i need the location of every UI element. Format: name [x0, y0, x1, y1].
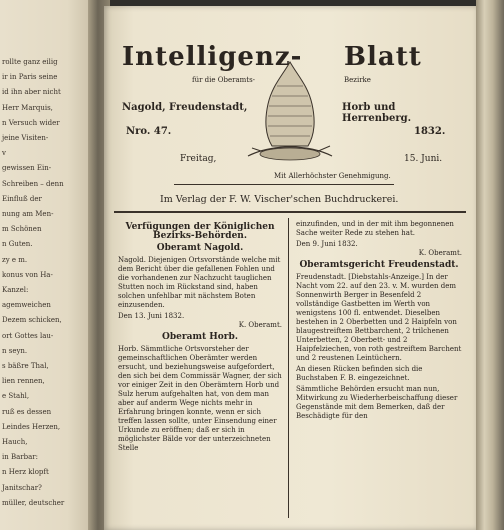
left-page-line: n seyn.: [2, 346, 28, 355]
left-page-line: nung am Men-: [2, 210, 54, 218]
left-page-line: ir in Paris seine: [2, 73, 58, 82]
left-page-line: n Versuch wider: [2, 118, 60, 127]
rule-bottom: [114, 211, 466, 213]
notice-continued: einzufinden, und in der mit ihm begonnenen Sache weiter Rede zu stehen hat.: [296, 220, 454, 237]
left-page-line: Leindes Herzen,: [2, 422, 61, 431]
subheading-nagold: Oberamt Nagold.: [156, 243, 244, 253]
left-page-line: s bäßre Thal,: [2, 362, 49, 370]
subtitle-right: Bezirke: [344, 76, 371, 84]
section-heading: Verfügungen der Königlichen Bezirks-Behörden.: [125, 222, 275, 241]
theft-notice: Freudenstadt. [Diebstahls-Anzeige.] In der Nacht vom 22. auf den 23. v. M. wurden dem Sonnenwirth Berger in Besenfeld 2 vollständige Gastbetten im Werth von wenigstens 100 fl. entwendet. Dieselben bestehen in 2 Oberbetten und 2 Haipfeln von blaugestreiftem Bettbarchent, 2 trilchenen Unterbetten, 2 Oberbett- und 2 Haipfelziechen, von roth gestreiftem Barchent und 2 reustenen Leintüchern.: [296, 273, 462, 362]
left-page-line: jeine Visiten-: [2, 134, 49, 142]
weekday: Freitag,: [180, 154, 217, 164]
signature-nagold: K. Oberamt.: [238, 321, 282, 329]
left-page-line: Dezem schicken,: [2, 316, 62, 325]
column-left: [118, 220, 282, 455]
left-page-line: zy e m.: [2, 255, 28, 264]
left-page-line: Hauch,: [2, 438, 28, 446]
place-left: Nagold, Freudenstadt,: [122, 102, 248, 113]
date-nagold: Den 13. Juni 1832.: [118, 312, 185, 320]
left-page-line: id ihn aber nicht: [2, 88, 61, 97]
signature-horb: K. Oberamt.: [418, 249, 462, 257]
left-page-line: in Barbar:: [2, 453, 38, 462]
left-page-line: Herr Marquis,: [2, 103, 53, 112]
left-page-line: agemweichen: [2, 301, 51, 310]
date-horb: Den 9. Juni 1832.: [296, 240, 358, 248]
issue-year: 1832.: [414, 126, 446, 137]
publisher-line: Im Verlag der F. W. Vischer'schen Buchdruckerei.: [160, 194, 399, 205]
left-page: [0, 0, 96, 530]
left-page-line: Einfluß der: [2, 194, 42, 203]
left-page-line: lien rennen,: [2, 377, 45, 386]
column-right: [296, 220, 462, 423]
title-right: Blatt: [344, 42, 422, 72]
subtitle-left: für die Oberamts-: [192, 76, 256, 84]
notice-nagold: Nagold. Diejenigen Ortsvorstände welche mit dem Bericht über die gefallenen Fohlen und die vorhandenen zur Nachzucht tauglichen Stutten noch im Rückstand sind, haben solchen unfehlbar mit nächstem Boten einzusenden.: [118, 256, 281, 309]
title-left: Intelligenz-: [122, 42, 303, 72]
theft-request: Sämmtliche Behörden ersucht man nun, Mitwirkung zu Wiederherbeischaffung dieser Gegenstände mit dem Bemerken, daß der Beschädigte für den: [296, 385, 458, 420]
left-page-line: Kanzel:: [2, 286, 29, 294]
left-page-line: v: [2, 149, 6, 158]
left-page-line: ruß es dessen: [2, 407, 52, 416]
subheading-horb: Oberamt Horb.: [162, 332, 238, 342]
left-page-line: e Stahl,: [2, 392, 30, 401]
left-page-line: m Schönen: [2, 225, 42, 234]
beehive-emblem-icon: [242, 56, 338, 166]
left-page-line: ort Gottes lau-: [2, 331, 54, 340]
privilege-note: Mit Allerhöchster Genehmigung.: [274, 172, 391, 180]
left-page-line: n Guten.: [2, 240, 33, 249]
place-right: Horb und Herrenberg.: [342, 102, 412, 124]
right-page: [104, 6, 476, 530]
subheading-freudenstadt: Oberamtsgericht Freudenstadt.: [299, 260, 459, 270]
left-page-line: Schreiben – denn: [2, 179, 64, 188]
masthead: [114, 14, 466, 214]
issue-date: 15. Juni.: [404, 154, 443, 164]
left-page-line: gewissen Ein-: [2, 164, 52, 173]
column-divider: [288, 218, 289, 518]
left-page-line: konus von Ha-: [2, 270, 53, 279]
left-page-line: rollte ganz eilig: [2, 58, 58, 66]
left-page-line: Janitschar?: [2, 483, 42, 492]
issue-number: Nro. 47.: [126, 126, 172, 137]
notice-horb: Horb. Sämmtliche Ortsvorsteher der gemeinschaftlichen Oberämter werden ersucht, und beziehungsweise aufgefordert, den sich bei dem Commissär Wagner, der sich vor einiger Zeit in den Oberämtern Horb und Sulz herum aufgehalten hat, von dem man aber auf anderm Wege nichts mehr in Erfahrung bringen konnte, wenn er sich treffen lassen sollte, unter Einsendung einer Urkunde zu eröffnen; daß er sich in möglichster Bälde vor der unterzeichneten Stelle: [118, 345, 282, 452]
rule-top: [174, 184, 394, 185]
theft-marks: An diesen Rücken befinden sich die Buchstaben F. B. eingezeichnet.: [296, 365, 423, 382]
left-page-line: n Herz klopft: [2, 468, 49, 477]
left-page-line: müller, deutscher: [2, 498, 65, 507]
page-edges: [476, 0, 504, 530]
